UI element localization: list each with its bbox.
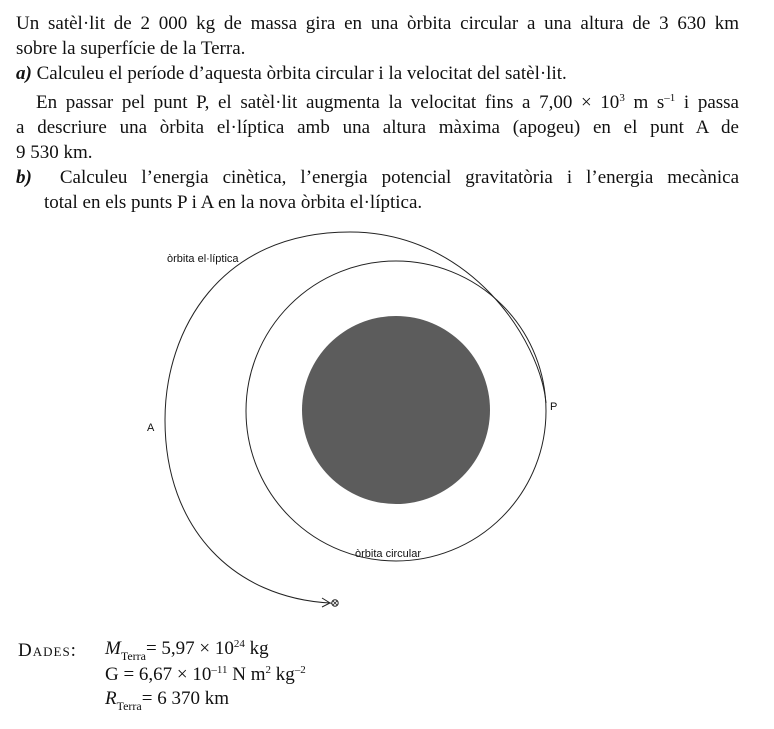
elliptical-orbit-label: òrbita el·líptica: [167, 253, 239, 265]
mass-symbol: M: [105, 638, 121, 659]
radius-symbol: R: [105, 688, 117, 709]
mass-value: = 5,97 × 10: [145, 638, 234, 659]
data-radius: [105, 686, 229, 711]
part-b-line1-text: Calculeu l’energia cinètica, l’energia potencial gravitatòria i l’energia mecànica: [59, 167, 740, 188]
para2-exp-2: –1: [664, 92, 676, 104]
intro-line-2: sobre la superfície de la Terra.: [16, 38, 246, 59]
radius-value: = 6 370 km: [141, 688, 229, 709]
g-unit-1: N m: [227, 664, 266, 685]
para2-line1-end: i passa: [675, 92, 739, 113]
data-mass: [105, 636, 269, 661]
g-exponent-2: 2: [265, 664, 271, 676]
g-value: G = 6,67 × 10: [105, 664, 212, 685]
earth: [302, 316, 490, 504]
para2-exp-1: 3: [619, 92, 625, 104]
point-a-label: A: [147, 422, 155, 434]
g-exponent-3: –2: [294, 664, 306, 676]
data-heading: Dades:: [18, 640, 77, 661]
para2-line-3: 9 530 km.: [16, 142, 93, 163]
para2-line1-mid: m s: [624, 92, 665, 113]
mass-unit: kg: [244, 638, 269, 659]
part-a-label: a): [16, 63, 32, 84]
g-exponent-1: –11: [211, 664, 228, 676]
part-b-line-2: total en els punts P i A en la nova òrbita el·líptica.: [44, 192, 423, 213]
data-gravitational-constant: [105, 662, 306, 687]
radius-subscript: Terra: [116, 699, 142, 713]
point-p-label: P: [550, 401, 558, 413]
part-b-label: b): [16, 167, 32, 188]
mass-subscript: Terra: [120, 649, 146, 663]
g-unit-2: kg: [271, 664, 295, 685]
mass-exponent: 24: [233, 638, 245, 650]
para2-line-2: a descriure una òrbita el·líptica amb una altura màxima (apogeu) en el punt A de: [16, 117, 739, 138]
para2-line1-start: En passar pel punt P, el satèl·lit augmenta la velocitat fins a 7,00 × 10: [36, 92, 620, 113]
part-a-text: Calculeu el període d’aquesta òrbita circular i la velocitat del satèl·lit.: [36, 63, 567, 84]
circular-orbit-label: òrbita circular: [355, 548, 422, 560]
intro-line-1: Un satèl·lit de 2 000 kg de massa gira en una òrbita circular a una altura de 3 630 km: [16, 13, 739, 34]
